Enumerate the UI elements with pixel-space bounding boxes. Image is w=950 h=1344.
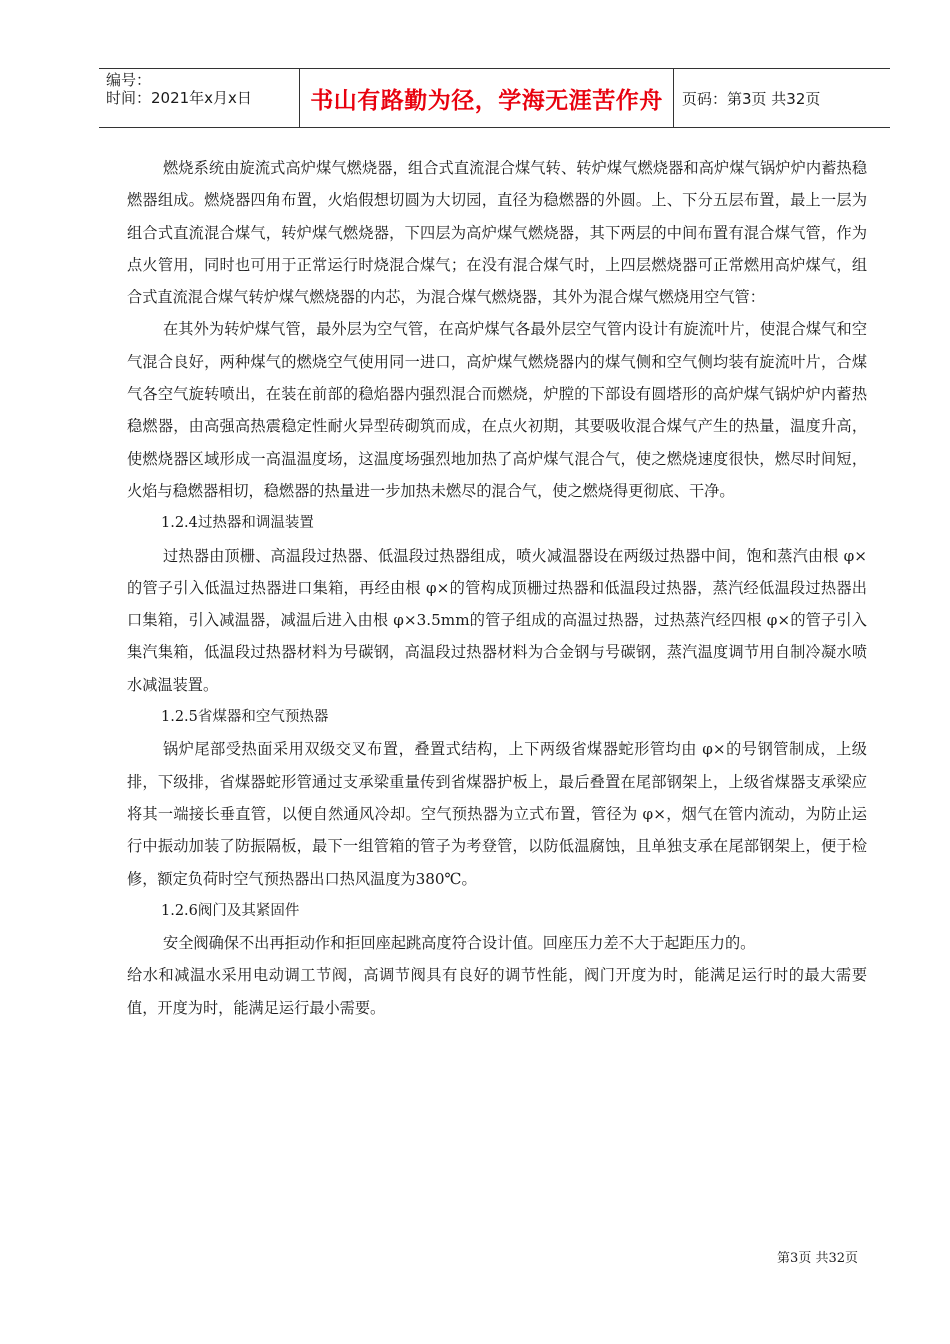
paragraph: 给水和减温水采用电动调工节阀，高调节阀具有良好的调节性能，阀门开度为时，能满足运行时的最大需要值，开度为时，能满足运行最小需要。 <box>127 966 867 1017</box>
document-number-label: 编号： <box>106 71 152 89</box>
header-motto: 书山有路勤为径，学海无涯苦作舟 <box>300 69 674 127</box>
paragraph: 燃烧系统由旋流式高炉煤气燃烧器，组合式直流混合煤气转、转炉煤气燃烧器和高炉煤气锅炉炉内蓄热稳燃器组成。燃烧器四角布置，火焰假想切圆为大切园，直径为稳燃器的外圆。上、下分五层布置，最上一层为组合式直流混合煤气，转炉煤气燃烧器，下四层为高炉煤气燃烧器，其下两层的中间布置有混合煤气管，作为点火管用，同时也可用于正常运行时烧混合煤气；在没有混合煤气时，上四层燃烧器可正常燃用高炉煤气，组合式直流混合煤气转炉煤气燃烧器的内芯，为混合煤气燃烧器，其外为混合煤气燃烧用空气管： <box>127 159 867 307</box>
paragraph: 在其外为转炉煤气管，最外层为空气管，在高炉煤气各最外层空气管内设计有旋流叶片，使混合煤气和空气混合良好，两种煤气的燃烧空气使用同一进口，高炉煤气燃烧器内的煤气侧和空气侧均装有旋流叶片，合煤气各空气旋转喷出，在装在前部的稳焰器内强烈混合而燃烧，炉膛的下部设有圆塔形的高炉煤气锅炉炉内蓄热稳燃器，由高强高热震稳定性耐火异型砖砌筑而成，在点火初期，其要吸收混合煤气产生的热量，温度升高，使燃烧器区域形成一高温温度场，这温度场强烈地加热了高炉煤气混合气，使之燃烧速度很快，燃尽时间短，火焰与稳燃器相切，稳燃器的热量进一步加热未燃尽的混合气，使之燃烧得更彻底、干净。 <box>127 320 867 500</box>
paragraph: 安全阀确保不出再拒动作和拒回座起跳高度符合设计值。回座压力差不大于起距压力的。 <box>163 934 756 953</box>
header-page-number: 页码：第3页 共32页 <box>682 89 821 108</box>
document-date: 时间：2021年x月x日 <box>106 89 252 107</box>
paragraph: 锅炉尾部受热面采用双级交叉布置，叠置式结构，上下两级省煤器蛇形管均由 φ×的号钢管制成，上级排，下级排，省煤器蛇形管通过支承梁重量传到省煤器护板上，最后叠置在尾部钢架上，上级省煤器支承梁应将其一端接长垂直管，以便自然通风冷却。空气预热器为立式布置，管径为 φ×，烟气在管内流动，为防止运行中振动加装了防振隔板，最下一组管箱的管子为考登管，以防低温腐蚀，且单独支承在尾部钢架上，便于检修，额定负荷时空气预热器出口热风温度为380℃。 <box>127 740 867 888</box>
section-heading: 1.2.4过热器和调温装置 <box>161 515 314 532</box>
paragraph: 过热器由顶栅、高温段过热器、低温段过热器组成，喷火减温器设在两级过热器中间，饱和蒸汽由根 φ×的管子引入低温过热器进口集箱，再经由根 φ×的管构成顶栅过热器和低温段过热器，蒸汽经低温段过热器出口集箱，引入减温器，减温后进入由根 φ×3.5mm的管子组成的高温过热器，过热蒸汽经四根 φ×的管子引入集汽集箱，低温段过热器材料为号碳钢，高温段过热器材料为合金钢与号碳钢，蒸汽温度调节用自制冷凝水喷水减温装置。 <box>127 546 867 694</box>
header-meta <box>99 69 300 127</box>
page-footer: 第3页 共32页 <box>777 1251 858 1266</box>
section-heading: 1.2.6阀门及其紧固件 <box>161 902 300 919</box>
page-header <box>99 68 890 128</box>
section-heading: 1.2.5省煤器和空气预热器 <box>161 709 329 726</box>
document-body <box>127 152 867 1024</box>
